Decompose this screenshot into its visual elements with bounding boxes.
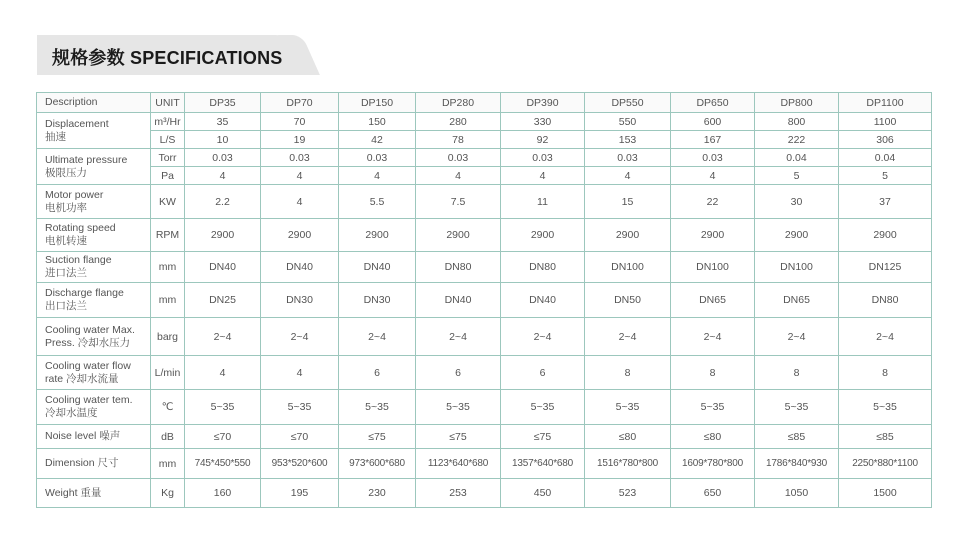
table-row — [37, 167, 932, 185]
row-label-en: Noise level 噪声 — [45, 430, 121, 442]
value-cell: 523 — [585, 479, 671, 508]
value-cell: 2~4 — [185, 318, 261, 356]
value-cell: 5~35 — [416, 390, 501, 425]
value-cell: DN40 — [339, 252, 416, 283]
value-cell: 953*520*600 — [261, 449, 339, 479]
header-model: DP800 — [755, 93, 839, 113]
value-cell: 5~35 — [585, 390, 671, 425]
value-cell: 5~35 — [671, 390, 755, 425]
value-cell: 0.03 — [339, 149, 416, 167]
value-cell: DN30 — [339, 283, 416, 318]
value-cell: 1609*780*800 — [671, 449, 755, 479]
value-cell: 92 — [501, 131, 585, 149]
unit-cell: dB — [151, 425, 185, 449]
value-cell: 280 — [416, 113, 501, 131]
value-cell: DN30 — [261, 283, 339, 318]
value-cell: 195 — [261, 479, 339, 508]
row-label — [37, 219, 151, 252]
page-title: 规格参数 SPECIFICATIONS — [52, 48, 283, 68]
header-model: DP70 — [261, 93, 339, 113]
value-cell: 70 — [261, 113, 339, 131]
value-cell: 22 — [671, 185, 755, 219]
value-cell: 2~4 — [755, 318, 839, 356]
value-cell: 650 — [671, 479, 755, 508]
value-cell: 5~35 — [261, 390, 339, 425]
value-cell: 2900 — [585, 219, 671, 252]
value-cell: 1516*780*800 — [585, 449, 671, 479]
value-cell: 4 — [185, 167, 261, 185]
value-cell: DN125 — [839, 252, 932, 283]
header-model: DP35 — [185, 93, 261, 113]
value-cell: 4 — [261, 356, 339, 390]
value-cell: DN80 — [416, 252, 501, 283]
value-cell: 11 — [501, 185, 585, 219]
value-cell: DN50 — [585, 283, 671, 318]
value-cell: 4 — [501, 167, 585, 185]
value-cell: 5 — [755, 167, 839, 185]
value-cell: 5 — [839, 167, 932, 185]
value-cell: 1357*640*680 — [501, 449, 585, 479]
header-model: DP390 — [501, 93, 585, 113]
value-cell: DN100 — [755, 252, 839, 283]
value-cell: 600 — [671, 113, 755, 131]
unit-cell: KW — [151, 185, 185, 219]
unit-cell: m³/Hr — [151, 113, 185, 131]
value-cell: 2900 — [185, 219, 261, 252]
table-row — [37, 185, 932, 219]
table-row — [37, 479, 932, 508]
row-label-en: Rotating speed — [45, 222, 116, 234]
value-cell: ≤80 — [585, 425, 671, 449]
value-cell: 0.03 — [416, 149, 501, 167]
row-label-en: Ultimate pressure — [45, 153, 128, 166]
row-label-cn: rate 冷却水流量 — [45, 372, 119, 385]
value-cell: ≤75 — [339, 425, 416, 449]
value-cell: ≤70 — [185, 425, 261, 449]
row-label-cn: 电机功率 — [45, 201, 87, 214]
value-cell: 6 — [339, 356, 416, 390]
value-cell: 745*450*550 — [185, 449, 261, 479]
header-model: DP650 — [671, 93, 755, 113]
header-model: DP280 — [416, 93, 501, 113]
value-cell: 2900 — [755, 219, 839, 252]
value-cell: 330 — [501, 113, 585, 131]
row-label-en: Cooling water tem. — [45, 394, 133, 406]
unit-cell: mm — [151, 449, 185, 479]
value-cell: 550 — [585, 113, 671, 131]
unit-cell: RPM — [151, 219, 185, 252]
header-model: DP1100 — [839, 93, 932, 113]
value-cell: 0.03 — [671, 149, 755, 167]
value-cell: 4 — [185, 356, 261, 390]
value-cell: 2900 — [839, 219, 932, 252]
value-cell: 35 — [185, 113, 261, 131]
unit-cell: Torr — [151, 149, 185, 167]
specifications-table — [36, 92, 932, 508]
value-cell: 2900 — [416, 219, 501, 252]
unit-cell: barg — [151, 318, 185, 356]
value-cell: 30 — [755, 185, 839, 219]
value-cell: 2~4 — [839, 318, 932, 356]
table-row — [37, 356, 932, 390]
row-label-en: Discharge flange — [45, 287, 124, 299]
unit-cell: L/S — [151, 131, 185, 149]
row-label — [37, 283, 151, 318]
row-label — [37, 356, 151, 390]
row-label-cn: 冷却水温度 — [45, 407, 98, 419]
row-label — [37, 185, 151, 219]
table-row — [37, 149, 932, 167]
value-cell: 1123*640*680 — [416, 449, 501, 479]
value-cell: 6 — [416, 356, 501, 390]
value-cell: 2900 — [671, 219, 755, 252]
value-cell: DN100 — [585, 252, 671, 283]
value-cell: ≤85 — [839, 425, 932, 449]
value-cell: 78 — [416, 131, 501, 149]
value-cell: 153 — [585, 131, 671, 149]
value-cell: 1100 — [839, 113, 932, 131]
value-cell: ≤70 — [261, 425, 339, 449]
value-cell: 160 — [185, 479, 261, 508]
row-label — [37, 252, 151, 283]
value-cell: 0.04 — [755, 149, 839, 167]
value-cell: DN40 — [185, 252, 261, 283]
table-row — [37, 283, 932, 318]
table-row — [37, 113, 932, 131]
value-cell: 2.2 — [185, 185, 261, 219]
value-cell: 5.5 — [339, 185, 416, 219]
table-row — [37, 219, 932, 252]
unit-cell: L/min — [151, 356, 185, 390]
header-model: DP550 — [585, 93, 671, 113]
value-cell: ≤85 — [755, 425, 839, 449]
value-cell: 8 — [585, 356, 671, 390]
value-cell: 4 — [261, 167, 339, 185]
value-cell: DN80 — [501, 252, 585, 283]
value-cell: 2900 — [261, 219, 339, 252]
row-label — [37, 149, 151, 185]
row-label-cn: 抽速 — [45, 130, 66, 143]
value-cell: 8 — [755, 356, 839, 390]
value-cell: 2900 — [339, 219, 416, 252]
value-cell: 4 — [261, 185, 339, 219]
value-cell: 230 — [339, 479, 416, 508]
row-label-en: Dimension 尺寸 — [45, 457, 119, 469]
header-description: Description — [37, 93, 151, 113]
header-model: DP150 — [339, 93, 416, 113]
value-cell: 800 — [755, 113, 839, 131]
table-header-row — [37, 93, 932, 113]
value-cell: 0.03 — [501, 149, 585, 167]
value-cell: 5~35 — [501, 390, 585, 425]
value-cell: ≤80 — [671, 425, 755, 449]
row-label-cn: Press. 冷却水压力 — [45, 336, 131, 349]
value-cell: 4 — [339, 167, 416, 185]
row-label-en: Displacement — [45, 117, 109, 130]
value-cell: ≤75 — [501, 425, 585, 449]
value-cell: 2~4 — [671, 318, 755, 356]
value-cell: 5~35 — [755, 390, 839, 425]
value-cell: 7.5 — [416, 185, 501, 219]
value-cell: 0.04 — [839, 149, 932, 167]
value-cell: 1050 — [755, 479, 839, 508]
value-cell: DN25 — [185, 283, 261, 318]
header-unit: UNIT — [151, 93, 185, 113]
value-cell: 37 — [839, 185, 932, 219]
value-cell: 253 — [416, 479, 501, 508]
row-label — [37, 318, 151, 356]
value-cell: 15 — [585, 185, 671, 219]
value-cell: DN80 — [839, 283, 932, 318]
value-cell: 8 — [839, 356, 932, 390]
value-cell: 1500 — [839, 479, 932, 508]
value-cell: 10 — [185, 131, 261, 149]
value-cell: DN100 — [671, 252, 755, 283]
table-row — [37, 252, 932, 283]
row-label — [37, 449, 151, 479]
value-cell: DN40 — [261, 252, 339, 283]
value-cell: 450 — [501, 479, 585, 508]
row-label — [37, 113, 151, 149]
value-cell: 167 — [671, 131, 755, 149]
value-cell: 5~35 — [185, 390, 261, 425]
unit-cell: Pa — [151, 167, 185, 185]
value-cell: 2~4 — [585, 318, 671, 356]
row-label-en: Suction flange — [45, 254, 112, 266]
unit-cell: Kg — [151, 479, 185, 508]
value-cell: 1786*840*930 — [755, 449, 839, 479]
row-label-cn: 极限压力 — [45, 166, 87, 179]
value-cell: 19 — [261, 131, 339, 149]
value-cell: 2~4 — [261, 318, 339, 356]
unit-cell: mm — [151, 252, 185, 283]
table-row — [37, 131, 932, 149]
row-label-en: Motor power — [45, 188, 104, 201]
value-cell: DN40 — [501, 283, 585, 318]
row-label-cn: 进口法兰 — [45, 267, 87, 279]
value-cell: 6 — [501, 356, 585, 390]
row-label — [37, 479, 151, 508]
value-cell: 0.03 — [261, 149, 339, 167]
value-cell: 5~35 — [339, 390, 416, 425]
table-row — [37, 318, 932, 356]
value-cell: 0.03 — [185, 149, 261, 167]
value-cell: 8 — [671, 356, 755, 390]
row-label-en: Cooling water Max. — [45, 323, 135, 336]
table-row — [37, 390, 932, 425]
value-cell: DN65 — [755, 283, 839, 318]
value-cell: ≤75 — [416, 425, 501, 449]
row-label-en: Weight 重量 — [45, 486, 102, 499]
row-label-cn: 电机转速 — [45, 235, 87, 247]
value-cell: DN40 — [416, 283, 501, 318]
unit-cell: ℃ — [151, 390, 185, 425]
unit-cell: mm — [151, 283, 185, 318]
value-cell: 5~35 — [839, 390, 932, 425]
value-cell: 973*600*680 — [339, 449, 416, 479]
value-cell: 2~4 — [339, 318, 416, 356]
value-cell: 222 — [755, 131, 839, 149]
value-cell: 4 — [416, 167, 501, 185]
value-cell: 306 — [839, 131, 932, 149]
value-cell: 2~4 — [501, 318, 585, 356]
row-label — [37, 390, 151, 425]
value-cell: 2900 — [501, 219, 585, 252]
table-row — [37, 425, 932, 449]
row-label — [37, 425, 151, 449]
value-cell: DN65 — [671, 283, 755, 318]
value-cell: 4 — [671, 167, 755, 185]
table-row — [37, 449, 932, 479]
value-cell: 150 — [339, 113, 416, 131]
value-cell: 42 — [339, 131, 416, 149]
row-label-cn: 出口法兰 — [45, 300, 87, 312]
value-cell: 2250*880*1100 — [839, 449, 932, 479]
value-cell: 0.03 — [585, 149, 671, 167]
value-cell: 2~4 — [416, 318, 501, 356]
row-label-en: Cooling water flow — [45, 359, 131, 372]
value-cell: 4 — [585, 167, 671, 185]
